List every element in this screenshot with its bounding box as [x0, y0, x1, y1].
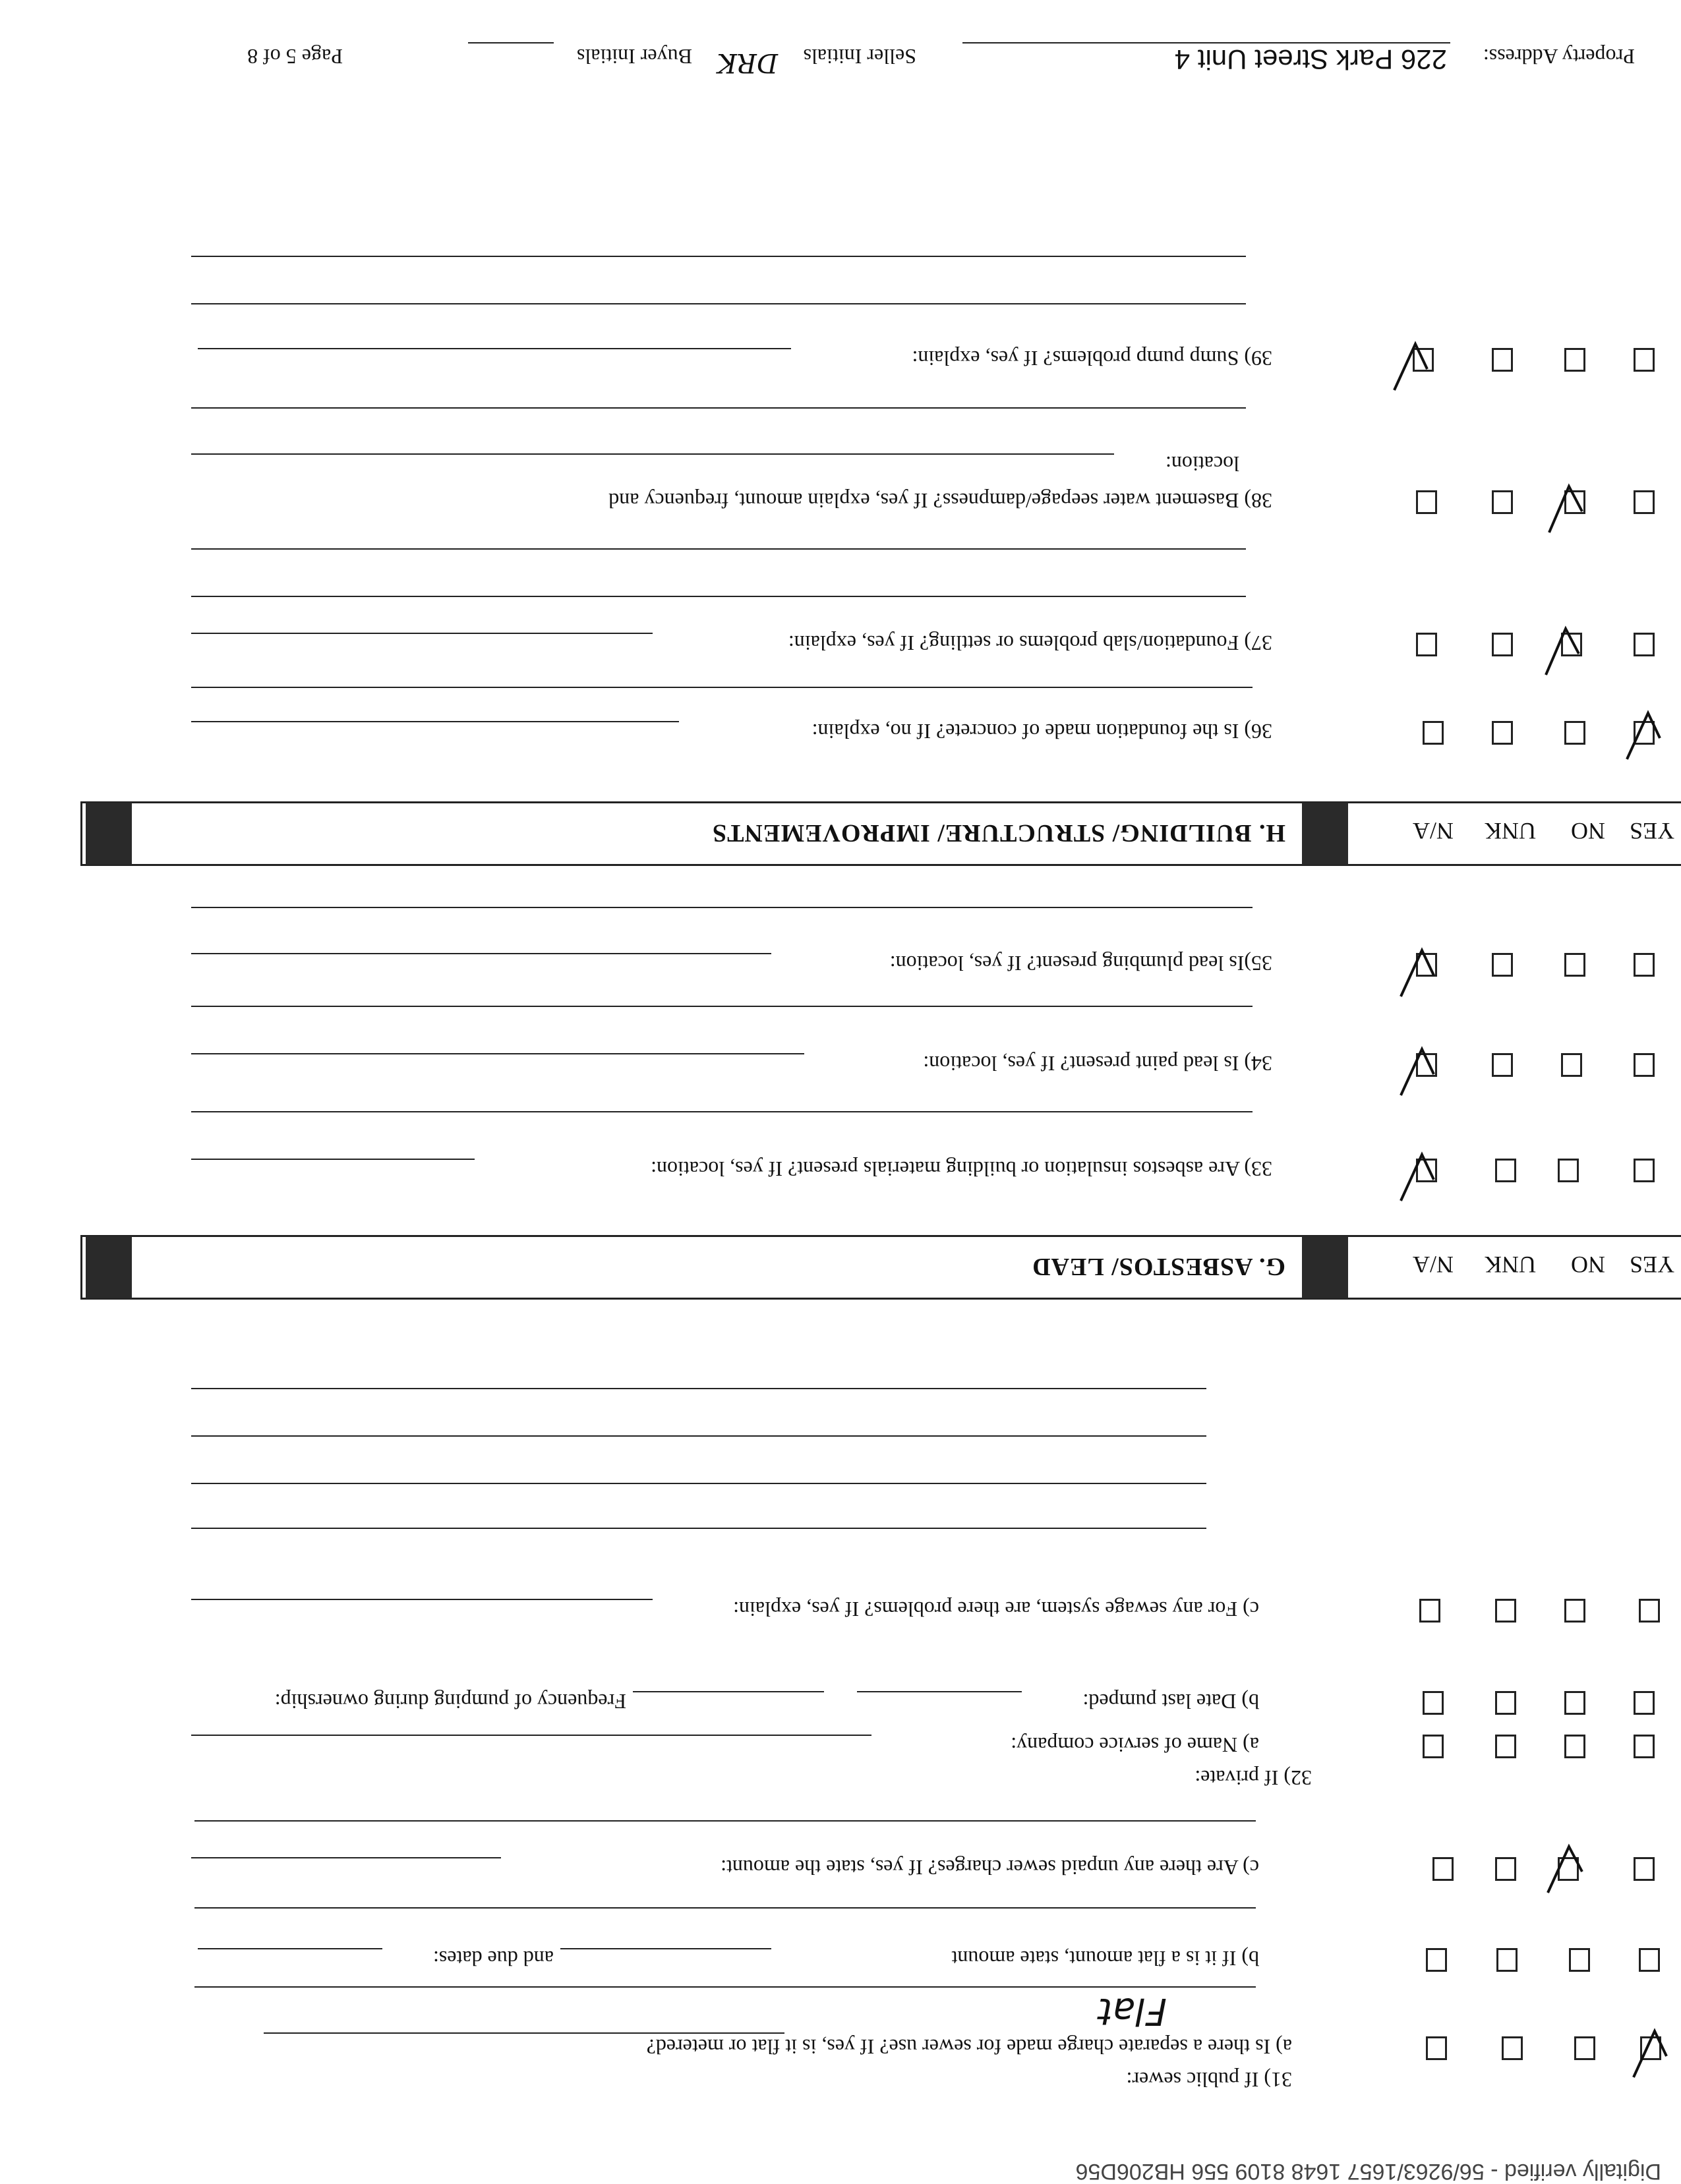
q31c-question: c) Are there any unpaid sewer charges? If yes, state the amount:: [721, 1856, 1259, 1880]
footer-buyer-initials-line: [468, 42, 554, 43]
q32b-na-checkbox[interactable]: [1423, 1691, 1444, 1715]
col-header-unk-h: UNK: [1485, 818, 1536, 844]
q31b-unk-checkbox[interactable]: [1496, 1948, 1518, 1972]
q36-answer-line: [191, 721, 679, 722]
q38-line-1: [191, 548, 1246, 550]
q34-line-2: [191, 1006, 1253, 1007]
q32c-answer-line: [191, 1599, 653, 1600]
q36-checkmark-icon: [1622, 708, 1668, 761]
q32c-line-3: [191, 1483, 1206, 1484]
col-header-yes: YES: [1629, 1251, 1674, 1278]
q39-answer-line: [198, 348, 791, 349]
q35-yes-checkbox[interactable]: [1634, 953, 1655, 977]
q31b-na-checkbox[interactable]: [1426, 1948, 1447, 1972]
q37-checkmark-icon: [1539, 623, 1585, 676]
q31b-answer-line-2: [194, 1907, 1256, 1909]
q39-unk-checkbox[interactable]: [1492, 348, 1513, 372]
q33-line-2: [191, 1111, 1253, 1112]
q31b-due-line: [198, 1948, 382, 1949]
q31a-na-checkbox[interactable]: [1426, 2036, 1447, 2060]
q31c-na-checkbox[interactable]: [1432, 1857, 1454, 1881]
q32c-line-5: [191, 1388, 1206, 1389]
q37-unk-checkbox[interactable]: [1492, 633, 1513, 656]
q31a-unk-checkbox[interactable]: [1502, 2036, 1523, 2060]
q32c-yes-checkbox[interactable]: [1639, 1599, 1660, 1623]
q39-question: 39) Sump pump problems? If yes, explain:: [912, 347, 1272, 370]
footer-seller-initials-signature: DRK: [717, 47, 778, 78]
q36-na-checkbox[interactable]: [1423, 721, 1444, 745]
section-g-left-marker: [1302, 1236, 1348, 1298]
section-g-right-marker: [86, 1236, 132, 1298]
q32c-na-checkbox[interactable]: [1419, 1599, 1440, 1623]
q37-yes-checkbox[interactable]: [1634, 633, 1655, 656]
q38-yes-checkbox[interactable]: [1634, 490, 1655, 514]
q34-no-checkbox[interactable]: [1561, 1053, 1582, 1077]
q35-line-2: [191, 907, 1253, 908]
section-h-title: H. BUILDING/ STRUCTURE/ IMPROVEMENTS: [712, 819, 1285, 847]
q32b-date-line: [857, 1691, 1022, 1692]
q38-na-checkbox[interactable]: [1416, 490, 1437, 514]
footer-page-number: Page 5 of 8: [247, 45, 343, 69]
q31b-yes-checkbox[interactable]: [1639, 1948, 1660, 1972]
q35-checkmark-icon: [1394, 945, 1440, 998]
q36-unk-checkbox[interactable]: [1492, 721, 1513, 745]
q33-checkmark-icon: [1394, 1149, 1440, 1202]
q32b-no-checkbox[interactable]: [1564, 1691, 1585, 1715]
q32c-line-2: [191, 1528, 1206, 1529]
q31c-yes-checkbox[interactable]: [1634, 1857, 1655, 1881]
q31-label: 31) If public sewer:: [1126, 2068, 1292, 2092]
q36-line-2: [191, 687, 1253, 688]
q32a-answer-line: [191, 1735, 871, 1736]
q38-line-3: [191, 407, 1246, 409]
q34-question: 34) Is lead paint present? If yes, location:: [923, 1052, 1272, 1076]
q32-label: 32) If private:: [1194, 1766, 1312, 1790]
col-header-unk: UNK: [1485, 1251, 1536, 1278]
q31a-handwritten-answer: Flat: [1098, 1990, 1167, 2032]
q32c-question: c) For any sewage system, are there problems? If yes, explain:: [733, 1597, 1259, 1621]
q34-answer-line: [191, 1053, 804, 1054]
section-h-left-marker: [1302, 803, 1348, 865]
q31a-answer-line-2: [194, 1986, 1256, 1988]
q32b-question: b) Date last pumped:: [1082, 1690, 1259, 1713]
q39-line-3: [191, 256, 1246, 257]
q36-no-checkbox[interactable]: [1564, 721, 1585, 745]
q36-question: 36) Is the foundation made of concrete? If no, explain:: [811, 720, 1272, 743]
q38-unk-checkbox[interactable]: [1492, 490, 1513, 514]
q38-question: 38) Basement water seepage/dampness? If yes, explain amount, frequency and: [608, 489, 1272, 513]
q35-question: 35)Is lead plumbing present? If yes, location:: [889, 952, 1272, 975]
q33-unk-checkbox[interactable]: [1495, 1159, 1516, 1182]
q32b-yes-checkbox[interactable]: [1634, 1691, 1655, 1715]
q35-unk-checkbox[interactable]: [1492, 953, 1513, 977]
footer-property-value: 226 Park Street Unit 4: [1174, 44, 1447, 75]
q38-checkmark-icon: [1543, 481, 1589, 534]
footer-seller-initials-label: Seller Initials: [803, 45, 916, 69]
q39-checkmark-icon: [1388, 339, 1434, 391]
col-header-no: NO: [1571, 1251, 1605, 1278]
q31c-checkmark-icon: [1543, 1841, 1589, 1894]
q33-yes-checkbox[interactable]: [1634, 1159, 1655, 1182]
q33-answer-line: [191, 1159, 475, 1160]
q31a-answer-line: [264, 2032, 784, 2034]
q37-question: 37) Foundation/slab problems or settling? If yes, explain:: [788, 631, 1272, 655]
q33-no-checkbox[interactable]: [1558, 1159, 1579, 1182]
q34-yes-checkbox[interactable]: [1634, 1053, 1655, 1077]
col-header-yes-h: YES: [1629, 818, 1674, 844]
q32b-unk-checkbox[interactable]: [1495, 1691, 1516, 1715]
col-header-na: N/A: [1413, 1251, 1454, 1278]
q39-line-2: [191, 303, 1246, 304]
q32b-frequency-line: [633, 1691, 824, 1692]
q37-line-2: [191, 596, 1246, 597]
q31a-checkmark-icon: [1628, 2026, 1674, 2079]
footer-property-label: Property Address:: [1483, 45, 1635, 69]
q32c-unk-checkbox[interactable]: [1495, 1599, 1516, 1623]
q31b-question: b) If it is a flat amount, state amount: [951, 1947, 1259, 1970]
q33-question: 33) Are asbestos insulation or building materials present? If yes, location:: [651, 1157, 1272, 1181]
q35-no-checkbox[interactable]: [1564, 953, 1585, 977]
footer-buyer-initials-label: Buyer Initials: [576, 45, 692, 69]
q38-location-label: location:: [1165, 452, 1239, 476]
q39-yes-checkbox[interactable]: [1634, 348, 1655, 372]
q34-checkmark-icon: [1394, 1044, 1440, 1097]
q31a-question: a) Is there a separate charge made for sewer use? If yes, is it flat or metered?: [646, 2035, 1292, 2059]
q39-no-checkbox[interactable]: [1564, 348, 1585, 372]
q32c-line-4: [191, 1435, 1206, 1437]
scan-header: Digitally verified - 56/9263/1657 1648 8109 556 HB206D56: [1075, 2159, 1661, 2184]
q37-na-checkbox[interactable]: [1416, 633, 1437, 656]
footer-property-line: [962, 42, 1450, 43]
q32a-yes-checkbox[interactable]: [1634, 1735, 1655, 1758]
q32a-no-checkbox[interactable]: [1564, 1735, 1585, 1758]
q32a-unk-checkbox[interactable]: [1495, 1735, 1516, 1758]
q31b-due-label: and due dates:: [432, 1947, 554, 1970]
q32a-question: a) Name of service company:: [1011, 1733, 1259, 1757]
q35-answer-line: [191, 953, 771, 954]
q31c-amount-line: [191, 1857, 501, 1858]
q32b-frequency-label: Frequency of pumping during ownership:: [274, 1690, 626, 1713]
section-h-right-marker: [86, 803, 132, 865]
q32a-na-checkbox[interactable]: [1423, 1735, 1444, 1758]
q31c-unk-checkbox[interactable]: [1495, 1857, 1516, 1881]
q34-unk-checkbox[interactable]: [1492, 1053, 1513, 1077]
q31a-no-checkbox[interactable]: [1574, 2036, 1595, 2060]
q31b-amount-line: [560, 1948, 771, 1949]
q37-answer-line: [191, 633, 653, 634]
q31c-answer-line-2: [194, 1820, 1256, 1822]
section-g-title: G. ASBESTOS/ LEAD: [1032, 1253, 1285, 1280]
q32c-no-checkbox[interactable]: [1564, 1599, 1585, 1623]
q31b-no-checkbox[interactable]: [1569, 1948, 1590, 1972]
col-header-na-h: N/A: [1413, 818, 1454, 844]
q38-location-line: [191, 453, 1114, 455]
col-header-no-h: NO: [1571, 818, 1605, 844]
